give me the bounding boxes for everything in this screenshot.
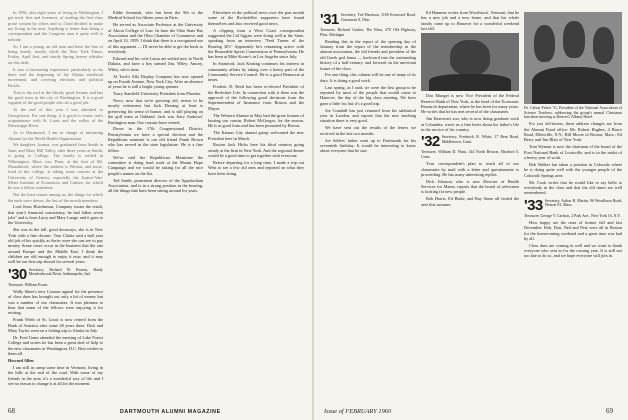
paragraph: Eddie Jeremiah, who has been the 9th to the Medical School for fifteen years in Paris. bbox=[108, 10, 203, 21]
right-col-3 bbox=[524, 10, 622, 405]
right-page bbox=[314, 0, 628, 420]
paragraph: She was in the fall, good doorways, she is in New York with a fine chronic. Tom Clarke said a half year old job of his quickly as theirs were she can see to pay money. Some cases occur in the business that the one around Europe and the Middle East. I think the children are old enough to enjoy it now, and it may well be our first trip abroad for several years. bbox=[8, 227, 103, 265]
class-treasurer: Treasurer, Richard Gruber, The Elms, 470 Old Highway, Flint, Michigan bbox=[320, 28, 416, 37]
paragraph: Before departing for a long time, I made a trip out West to see a few old ones and reported on what they have been doing. bbox=[208, 160, 304, 176]
class-secretary: Secretary, Frederick R. White, 17 Bent Road, Middletown, Conn. bbox=[441, 135, 519, 144]
paragraph: Bob Harris, Ed Blake, and Ray Stone all visited the area this summer. bbox=[421, 196, 519, 207]
paragraph: For you old-timers, these address changes are from the Alumni Fund office: Mr. Robert Hughes, 4 Bruce Road, Ellenville, N.Y.; Bill Moore of Boston, Mass.; Ed Berry and Jim Blair of New York. bbox=[524, 121, 622, 143]
page-number-left: 68 bbox=[8, 407, 15, 415]
paragraph: Ed Hammer writes from Woodstock, Vermont, that he has a new job and a new home, and that his whole family came up to Hanover for a wonderful weekend last fall. bbox=[421, 10, 519, 32]
paragraph: Bob Walker has taken a position in Colorado where he is doing quite well with the younger people of the Colorado Springs area. bbox=[524, 161, 622, 178]
paragraph: We have sent out the results of the letters we received in the last two months. bbox=[320, 125, 416, 136]
class-treasurer: Treasurer, William Evans bbox=[8, 282, 48, 287]
paragraph: Lord Jesus Hutchinson, Company issues the result, that year's financial consistency, he had fallen seven jobs" and is from Larry and Mary Lange, and it goes to the University. bbox=[8, 204, 103, 226]
group-photo-table bbox=[532, 67, 614, 104]
paragraph: In 1956, also eight years of living in Washington, I got tired, first and foremost, of reading the first-class prose written by others and so I had decided to make my living in the area. Anything is better than being a correspondent and the Congress runs it quite well to nobody. bbox=[8, 10, 103, 42]
paragraph: Joe Sellers' father went up to Dartmouth for his seventieth birthday. It would be interesting to know about everyone that he saw. bbox=[320, 137, 416, 154]
group-photo-person-right bbox=[593, 27, 615, 64]
class-year-1933: '33 bbox=[524, 196, 543, 214]
photo-caption: Dr. Calvin Fisher '31, President of the National Association of Science Teachers, addressing the group's annual Christmas luncheon meeting at Denver's Albany Hotel. bbox=[524, 106, 622, 120]
portrait-photo bbox=[421, 33, 519, 91]
paragraph: At the end of this year I was admitted to Georgetown. For one thing, it is good to renew one's acquaintance with St. Louis and the valley of the Mississippi River. bbox=[8, 107, 103, 129]
group-photo bbox=[524, 12, 622, 104]
paragraph: We've said the Republican. Meantime the committee is doing hard work at the Mount Hope Campaign and we would be asking for all the nice people's names on the list. bbox=[108, 154, 203, 176]
paragraph: He served as Associate Professor at the University of Akron College of Law. In June the Ohio State Bar Association and the Ohio Chamber of Commerce and on April 14, 1959. I think that there is a recognized use of this argument — I'll never be able to get the book to everybody. bbox=[108, 22, 203, 54]
paragraph: Last spring, as I said, we were the first group to be reported by most of the people that would come to Hanover, the day of the big class meeting. We have gone a little far, but it's a good trip. bbox=[320, 84, 416, 106]
paragraph: So, I am a young, an old man and have the fear of being lonely, mostly while the New York Times, Friday, April first, and sturdy Spring breeze whistles on this desk. bbox=[8, 43, 103, 65]
paragraph: Down in the 17th Congressional District, Pennsylvania we have a special election and the Republican nominee is our old friend Frank Brown who has served in the state legislature. He is a fine fellow. bbox=[108, 126, 203, 153]
class-year-1930: '30 bbox=[8, 265, 27, 283]
paragraph: Don Munger is now Vice President of the Federal Reserve Bank of New York, at the head of the Economic Research department, where he has been for many years. He writes that he has met several of the classmates. bbox=[421, 93, 519, 115]
paragraph: Class dues are coming in well and we want to thank everyone who sent in for the coming year. It is still not too late to do so, and we hope everyone will join in. bbox=[524, 242, 622, 259]
class-1930-header bbox=[8, 265, 103, 283]
paragraph: The Western Alumni in May had the great fortune of hosting our cousin, Robert McGregor, for the season. He is in good form and has been promoted by Brown. bbox=[208, 112, 304, 129]
paragraph: Boston Jack Hicks here his third reunion going steady at the firm in New York. And the regional dinner would be a good time to get together with everyone. bbox=[208, 142, 304, 159]
paragraph: Frederic D. Reed has been re-elected President of the Berkshire Life. In connection with it there was the approval of the following good decisions from the Superintendent of Insurance from Boston and the Mayor. bbox=[208, 84, 304, 111]
paragraph: Elsewhere in the political news over the past month some of the Rockefeller supporters have found themselves and also received good news. bbox=[208, 10, 304, 26]
magazine-title: DARTMOUTH ALUMNI MAGAZINE bbox=[120, 409, 221, 415]
left-col-1 bbox=[8, 10, 103, 405]
paragraph: How happy are the ones of former fall and last December. Bob, Don, Ned and Pete were all in Boston for the homecoming weekend and a great time was had by all. bbox=[524, 219, 622, 241]
paragraph: Al Tuck's Alla Display Company has now opened up on Fourth Avenue, New York City. After an absence of years he is still a bright young spinner. bbox=[108, 73, 203, 90]
paragraph: We daughter, Joanna, was graduated from Smith in June; and Mary Hill Valley, after three years at Smith, is going to College. The family is settled in Wilmington, Mass. too, Penn, at the foot of Mt. Monadnock, where the address is Weston, and more, fond of the college, is taking some courses at the University of Geneva, especially the Justice-Van-Meter Institute of Economics and Culture, for which he was a fellow sometime. bbox=[8, 142, 103, 191]
paragraph: Tracy Stanfield University President from Phoenix. bbox=[113, 91, 202, 97]
paragraph: News, now that we're growing old, seems to be mostly retirement but Jack Dearing at least is preserving his sense of humor, and is still playing on the golf team at Oakland. Jack was Jerry Andrews' Burlington man. Our cousins have retired. bbox=[108, 98, 203, 125]
class-1932-header bbox=[421, 133, 519, 151]
portrait-shoulders bbox=[429, 74, 511, 91]
issue-date: Issue of FEBRUARY 1960 bbox=[324, 408, 392, 415]
subheading bbox=[8, 358, 103, 363]
paragraph: Dick Johnson, who is now Director of Health Services for Maine, reports that the board of selectmen is looking for new people. bbox=[421, 178, 519, 195]
portrait-face bbox=[450, 40, 489, 75]
left-page bbox=[0, 0, 312, 420]
left-col-2 bbox=[108, 10, 203, 405]
class-1933-header bbox=[524, 196, 622, 214]
paragraph: Dr. Fred Grant attended the meeting of Lake Forest College and writes he has been a great deal of help to the new classmates in Washington, D.C. Best wishes to them all. bbox=[8, 334, 103, 356]
paragraph: Edward and his wife Laura are settled now in North Dakota, and have a boy named Jim, Wiley. Amory, Wiley, who's nine. bbox=[108, 55, 203, 72]
subheading-text: Howard Allen bbox=[8, 357, 34, 363]
paragraph: For one thing, this column will be one of many of its days. It is doing a good work. bbox=[320, 72, 416, 83]
group-photo-person-center bbox=[563, 21, 585, 58]
class-secretary: Secretary, Richard W. Bowen, Shady Meadowbrook Drive, Indianapolis, Ind. bbox=[28, 267, 103, 277]
class-1931-header bbox=[320, 13, 416, 26]
group-photo-person-left bbox=[534, 25, 556, 62]
paragraph: Reading this in the report of the opening day of January from the report of the membership in the alumni association, the old friends and president of the old Greek god Janus — backward into the outstanding history of a half-century, and forward on the uncertain future of the class. bbox=[320, 38, 416, 71]
paragraph: Tom Wyman is now the chairman of the board of the First National Bank of Louisville, and is in the midst of a heavy year of work. bbox=[524, 144, 622, 161]
paragraph: Tom is the tool at the bloody good fortune and has the good story in the city of Washington. It is a good vignette of the good people who do a good job. bbox=[8, 89, 103, 106]
paragraph: In Stamford, Jack Keating continues his interest in community affairs by taking over a heavy part of the Community Service Council. He is a good Democrat at times. bbox=[208, 61, 304, 83]
paragraph: The Kansas City alumni group welcomed the new President here in March. bbox=[208, 130, 304, 141]
paragraph: As to Dartmouth, I am in charge of informing Alumni for the World Health Organization. bbox=[8, 130, 103, 141]
class-treasurer: Treasurer, William D. Hunt, 144 North Beacon, Hartford 5, Conn. bbox=[421, 150, 519, 159]
paragraph: Ted Smith, prominent director of the Appalachian Association, and is in a strong position in the hearing, all the things that have been sitting around for years. bbox=[108, 177, 203, 194]
paragraph: It was a fascinating experience, particularly so far there and the beginning of the Alaska statehood movement, and covering elections and political Pacific. bbox=[8, 66, 103, 88]
paragraph: Mr. Cook writes that he would like to say hello to everybody in the class and that the old times are well remembered. bbox=[524, 179, 622, 196]
paragraph: Not the least reason among us, the things for which the ends were drawn, the last of the month members. bbox=[8, 192, 103, 203]
paragraph: Jim Emerson's son, who is now doing graduate work at Columbia, wrote us a fine letter about his father's life in the service of his country. bbox=[421, 116, 519, 133]
paragraph: Your correspondent's plan to reach all of our classmates by mail with a letter and questionnaire is proceeding. He has many interesting replies. bbox=[421, 161, 519, 177]
class-year-1932: '32 bbox=[421, 133, 440, 151]
paragraph: Frank Wirth of St. Louis is now retired from the Bank of America after some 28 years there. Dick and Mary Taylor went on a fishing trip to Alaska in July. bbox=[8, 317, 103, 333]
class-secretary: Secretary, Ted Harrison, 1100 Kenwood Road, Cincinnati 8, Ohio bbox=[340, 13, 416, 22]
class-treasurer: Treasurer, George V. Carlson, 2 Park Ave., New York 16, N.Y. bbox=[524, 213, 621, 218]
right-col-2 bbox=[421, 10, 519, 405]
right-col-1 bbox=[320, 10, 416, 405]
class-secretary: Secretary, Arthur R. Martin, 96 Woodlawn Road, Weston 93, Mass. bbox=[544, 198, 622, 208]
page-number-right: 69 bbox=[606, 407, 613, 415]
paragraph: I am still in camp some time in Vermont, living in the hills at the end of the road. With some of my friends in the area, it's a wonderful way of life and I see no reason to change it at all for the moment. bbox=[8, 364, 103, 386]
paragraph: Wally Sheer's new Cosmos appeal for the presence of class dues has brought out only a bit of money but was a number of our classmates. It was pleasant to hear that some of the fellows were enjoying it for retiring. bbox=[8, 289, 103, 316]
paragraph: A clipping from a West Coast correspondent suggested the Cal Aggies were doing well at the State, speaking from an interview "Fred Turner of the Roaring 30's" Apparently he's remaining active with the Honorable Sports Commission of Pennsylvania. He has been at Mike Krone's in Los Angeles since July. bbox=[208, 27, 304, 60]
paragraph: Joe Crandall has just returned from his sabbatical year in London, and reports that the new teaching situation there is very good. bbox=[320, 107, 416, 124]
class-year-1931: '31 bbox=[320, 11, 339, 28]
left-col-3 bbox=[208, 10, 304, 405]
